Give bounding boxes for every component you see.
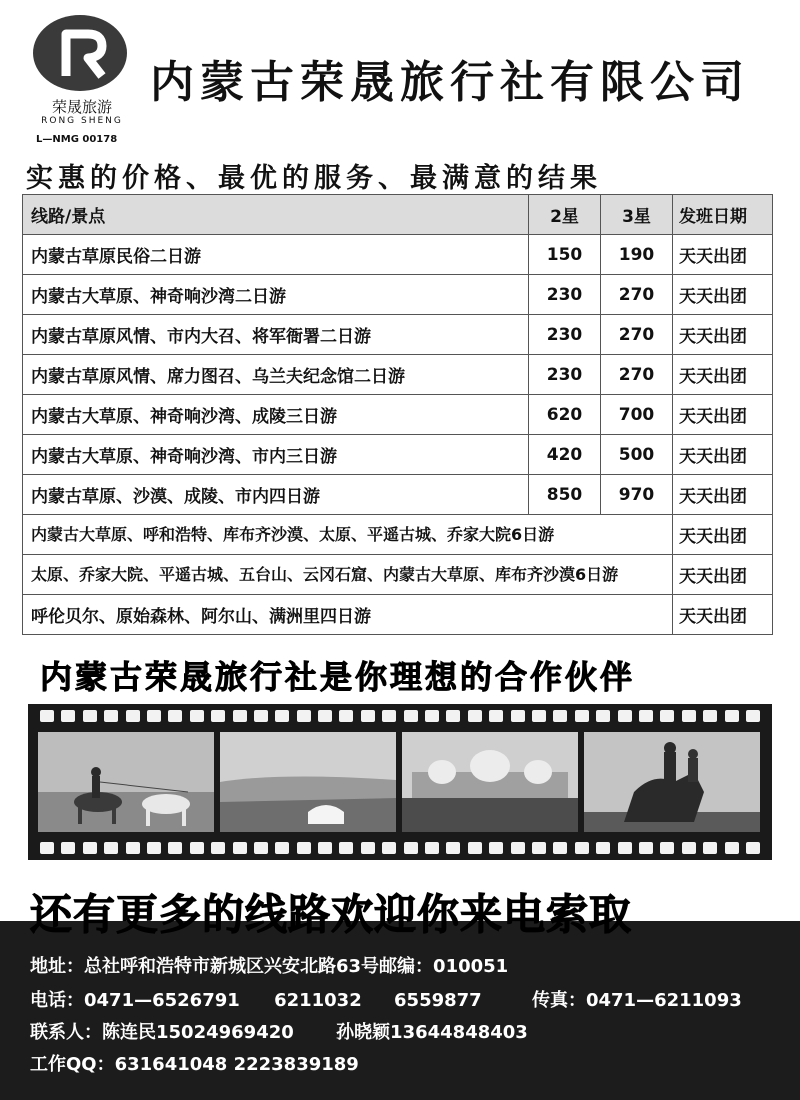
license-number: L—NMG 00178 xyxy=(36,134,118,145)
header xyxy=(0,0,800,150)
price-2-star: 230 xyxy=(529,355,601,395)
contact-person-1: 联系人：陈连民15024969420 xyxy=(30,1022,294,1043)
route-name: 内蒙古大草原、神奇响沙湾、市内三日游 xyxy=(23,435,529,475)
route-name: 太原、乔家大院、平遥古城、五台山、云冈石窟、内蒙古大草原、库布齐沙漠6日游 xyxy=(23,555,673,595)
mongolian-palace-photo xyxy=(402,732,578,832)
price-3-star: 970 xyxy=(601,475,673,515)
film-hole xyxy=(468,710,482,722)
film-hole xyxy=(382,710,396,722)
departure-schedule: 天天出团 xyxy=(673,475,773,515)
film-hole xyxy=(275,842,289,854)
film-hole xyxy=(532,710,546,722)
film-hole xyxy=(682,842,696,854)
departure-schedule: 天天出团 xyxy=(673,515,773,555)
company-name: 内蒙古荣晟旅行社有限公司 xyxy=(150,57,750,108)
route-name: 内蒙古草原风情、市内大召、将军衙署二日游 xyxy=(23,315,529,355)
film-hole xyxy=(168,710,182,722)
film-hole xyxy=(190,710,204,722)
route-name: 内蒙古草原风情、席力图召、乌兰夫纪念馆二日游 xyxy=(23,355,529,395)
phone-1: 电话：0471—6526791 xyxy=(30,990,240,1011)
price-3-star: 190 xyxy=(601,235,673,275)
price-2-star: 230 xyxy=(529,275,601,315)
route-name: 内蒙古大草原、神奇响沙湾、成陵三日游 xyxy=(23,395,529,435)
table-row xyxy=(23,355,773,395)
departure-schedule: 天天出团 xyxy=(673,595,773,635)
film-hole xyxy=(104,842,118,854)
contacts-line xyxy=(30,1018,528,1044)
film-hole xyxy=(233,710,247,722)
film-hole xyxy=(404,710,418,722)
film-hole xyxy=(83,842,97,854)
film-hole xyxy=(596,710,610,722)
film-hole xyxy=(639,842,653,854)
film-hole xyxy=(446,842,460,854)
logo-chinese-text: 荣晟旅游 xyxy=(51,98,112,116)
film-hole xyxy=(725,842,739,854)
film-hole xyxy=(297,842,311,854)
film-hole xyxy=(361,710,375,722)
logo-english-text: RONG SHENG xyxy=(41,116,123,126)
price-2-star: 150 xyxy=(529,235,601,275)
film-hole xyxy=(425,842,439,854)
film-hole xyxy=(489,842,503,854)
phone-2: 6211032 xyxy=(274,990,362,1011)
route-name: 内蒙古草原、沙漠、成陵、市内四日游 xyxy=(23,475,529,515)
price-2-star: 850 xyxy=(529,475,601,515)
table-row xyxy=(23,435,773,475)
departure-schedule: 天天出团 xyxy=(673,275,773,315)
film-perforations-bottom xyxy=(40,842,760,854)
film-hole xyxy=(532,842,546,854)
film-hole xyxy=(254,842,268,854)
header-3-star: 3星 xyxy=(601,195,673,235)
film-hole xyxy=(40,842,54,854)
film-hole xyxy=(61,710,75,722)
price-3-star: 500 xyxy=(601,435,673,475)
film-hole xyxy=(425,710,439,722)
route-name: 呼伦贝尔、原始森林、阿尔山、满洲里四日游 xyxy=(23,595,673,635)
film-hole xyxy=(618,842,632,854)
contact-footer xyxy=(0,930,800,1100)
film-hole xyxy=(297,710,311,722)
table-row xyxy=(23,235,773,275)
qq-line: 工作QQ：631641048 2223839189 xyxy=(30,1054,359,1075)
phone-3: 6559877 xyxy=(394,990,482,1011)
grassland-yurt-photo xyxy=(220,732,396,832)
film-hole xyxy=(104,710,118,722)
film-hole xyxy=(382,842,396,854)
table-row xyxy=(23,395,773,435)
route-name: 内蒙古大草原、呼和浩特、库布齐沙漠、太原、平遥古城、乔家大院6日游 xyxy=(23,515,673,555)
film-hole xyxy=(190,842,204,854)
film-hole xyxy=(61,842,75,854)
address-line: 地址：总社呼和浩特市新城区兴安北路63号邮编：010051 xyxy=(30,956,509,977)
routes-table xyxy=(22,194,773,635)
more-routes-heading: 还有更多的线路欢迎你来电索取 xyxy=(30,890,633,939)
price-3-star: 270 xyxy=(601,315,673,355)
phone-line xyxy=(30,986,742,1012)
table-row xyxy=(23,275,773,315)
film-hole xyxy=(318,710,332,722)
header-2-star: 2星 xyxy=(529,195,601,235)
film-hole xyxy=(126,842,140,854)
company-logo xyxy=(22,10,142,145)
departure-schedule: 天天出团 xyxy=(673,395,773,435)
film-hole xyxy=(660,710,674,722)
table-row xyxy=(23,555,773,595)
departure-schedule: 天天出团 xyxy=(673,355,773,395)
film-hole xyxy=(254,710,268,722)
price-3-star: 270 xyxy=(601,275,673,315)
route-name: 内蒙古草原民俗二日游 xyxy=(23,235,529,275)
film-hole xyxy=(446,710,460,722)
film-hole xyxy=(211,842,225,854)
film-hole xyxy=(511,842,525,854)
film-perforations-top xyxy=(40,710,760,722)
film-hole xyxy=(703,710,717,722)
price-3-star: 270 xyxy=(601,355,673,395)
film-hole xyxy=(404,842,418,854)
film-hole xyxy=(703,842,717,854)
departure-schedule: 天天出团 xyxy=(673,235,773,275)
film-hole xyxy=(575,842,589,854)
table-row xyxy=(23,515,773,555)
price-3-star: 700 xyxy=(601,395,673,435)
table-row xyxy=(23,595,773,635)
film-hole xyxy=(168,842,182,854)
film-hole xyxy=(233,842,247,854)
film-hole xyxy=(339,710,353,722)
departure-schedule: 天天出团 xyxy=(673,435,773,475)
table-row xyxy=(23,475,773,515)
film-hole xyxy=(83,710,97,722)
film-hole xyxy=(553,710,567,722)
slogan: 实惠的价格、最优的服务、最满意的结果 xyxy=(26,163,602,194)
film-hole xyxy=(147,710,161,722)
film-hole xyxy=(553,842,567,854)
film-hole xyxy=(639,710,653,722)
departure-schedule: 天天出团 xyxy=(673,315,773,355)
film-hole xyxy=(618,710,632,722)
film-hole xyxy=(468,842,482,854)
header-route: 线路/景点 xyxy=(23,195,529,235)
table-header-row xyxy=(23,195,773,235)
film-hole xyxy=(211,710,225,722)
equestrian-statue-photo xyxy=(584,732,760,832)
table-row xyxy=(23,315,773,355)
film-hole xyxy=(489,710,503,722)
film-hole xyxy=(339,842,353,854)
film-hole xyxy=(126,710,140,722)
film-hole xyxy=(746,842,760,854)
film-hole xyxy=(361,842,375,854)
film-hole xyxy=(40,710,54,722)
fax-number: 传真：0471—6211093 xyxy=(531,990,742,1011)
route-name: 内蒙古大草原、神奇响沙湾二日游 xyxy=(23,275,529,315)
film-hole xyxy=(511,710,525,722)
film-hole xyxy=(682,710,696,722)
film-hole xyxy=(318,842,332,854)
partner-banner: 内蒙古荣晟旅行社是你理想的合作伙伴 xyxy=(40,658,636,696)
departure-schedule: 天天出团 xyxy=(673,555,773,595)
header-departure: 发班日期 xyxy=(673,195,773,235)
price-2-star: 230 xyxy=(529,315,601,355)
film-hole xyxy=(275,710,289,722)
horse-riders-photo xyxy=(38,732,214,832)
price-2-star: 620 xyxy=(529,395,601,435)
rong-sheng-logo-icon xyxy=(32,14,128,92)
photo-filmstrip xyxy=(28,704,772,860)
film-hole xyxy=(596,842,610,854)
film-hole xyxy=(660,842,674,854)
film-hole xyxy=(746,710,760,722)
film-hole xyxy=(147,842,161,854)
film-hole xyxy=(575,710,589,722)
price-2-star: 420 xyxy=(529,435,601,475)
contact-person-2: 孙晓颖13644848403 xyxy=(336,1022,528,1043)
film-hole xyxy=(725,710,739,722)
